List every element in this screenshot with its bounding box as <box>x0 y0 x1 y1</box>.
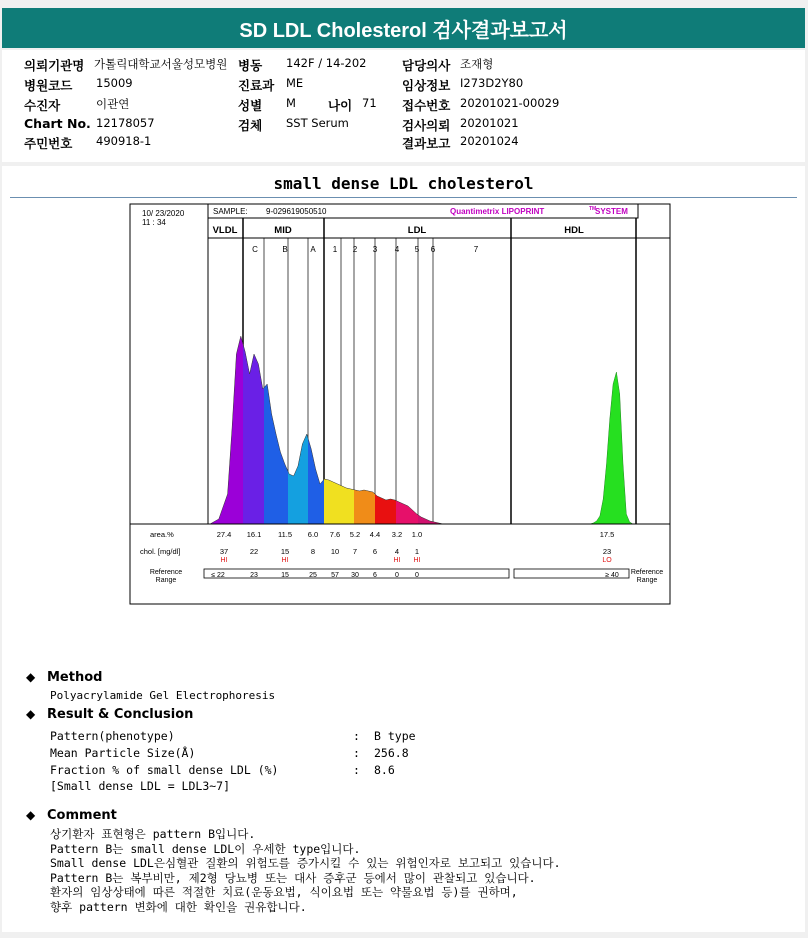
comment-line: Pattern B는 small dense LDL이 우세한 type입니다. <box>50 842 361 856</box>
chart-frame <box>130 204 670 604</box>
band-label: 5 <box>414 245 420 254</box>
method-text: Polyacrylamide Gel Electrophoresis <box>50 689 276 702</box>
chart-date: 10/ 23/2020 <box>142 209 185 218</box>
flag-hi: HI <box>413 557 421 564</box>
result-row-label: Fraction % of small dense LDL (%) <box>50 763 279 777</box>
ref-value: 0 <box>395 572 399 579</box>
result-heading <box>26 707 193 722</box>
doctor-label: 담당의사 <box>402 58 451 73</box>
brand-suffix: SYSTEM <box>595 207 628 216</box>
ref-value: 6 <box>373 572 377 579</box>
band-label: B <box>282 245 288 254</box>
chol-value: 37 <box>219 547 229 556</box>
chart-time: 11 : 34 <box>142 218 166 227</box>
lipoprint-svg <box>128 202 672 606</box>
comment-line: 환자의 임상상태에 따른 적절한 치료(운동요법, 식이요법 또는 약물요법 등)를 권하며, <box>50 885 518 899</box>
request-value: 20201021 <box>460 116 519 130</box>
report-body <box>2 166 805 932</box>
area-label: area.% <box>150 530 174 539</box>
patient-label: 수진자 <box>24 98 61 113</box>
result-row-label: Pattern(phenotype) <box>50 729 175 743</box>
band-label: C <box>252 245 258 254</box>
result-row-colon: : <box>353 729 360 743</box>
band-label: 7 <box>473 245 479 254</box>
group-label-ldl: LDL <box>407 225 427 236</box>
area-value: 7.6 <box>329 530 341 539</box>
chol-value: 4 <box>394 547 400 556</box>
sex-label: 성별 <box>238 98 263 113</box>
chol-value: 22 <box>249 547 259 556</box>
bullet-diamond-icon: ◆ <box>26 707 36 721</box>
comment-line: Pattern B는 복부비만, 제2형 당뇨병 또는 대사 증후군 등에서 많이 관찰되고 있습니다. <box>50 871 536 885</box>
group-label-hdl: HDL <box>564 225 584 236</box>
chol-value: 8 <box>310 547 316 556</box>
result-note: [Small dense LDL = LDL3~7] <box>50 779 231 793</box>
ref-range-label: Reference <box>149 569 183 576</box>
resident-value: 490918-1 <box>96 134 152 148</box>
result-row-value: 256.8 <box>374 746 409 760</box>
dept-value: ME <box>286 76 304 90</box>
comment-line: 향후 pattern 변화에 대한 확인을 권유합니다. <box>50 900 307 914</box>
dept-label: 진료과 <box>238 78 275 93</box>
method-heading <box>26 670 102 685</box>
patient-value: 이관연 <box>96 97 130 111</box>
area-value: 17.5 <box>599 530 615 539</box>
result-heading-text: Result & Conclusion <box>47 707 194 722</box>
ref-range-label: Range <box>155 577 177 584</box>
band-label: 1 <box>332 245 338 254</box>
chol-label: chol. [mg/dl] <box>140 547 181 556</box>
ref-range-label-right: Reference <box>630 569 664 576</box>
comment-line: Small dense LDL은심혈관 질환의 위험도를 증가시킬 수 있는 위험인자로 보고되고 있습니다. <box>50 856 561 870</box>
ref-value: 25 <box>309 572 317 579</box>
report-subtitle: small dense LDL cholesterol <box>273 174 534 193</box>
band-label: 6 <box>430 245 436 254</box>
group-label-vldl: VLDL <box>212 225 238 236</box>
report-title: SD LDL Cholesterol 검사결과보고서 <box>2 8 805 48</box>
report-date-label: 결과보고 <box>402 136 451 151</box>
lipoprint-chart <box>128 202 672 610</box>
brand-name: Quantimetrix LIPOPRINT <box>450 207 545 216</box>
area-value: 1.0 <box>411 530 423 539</box>
chol-value: 1 <box>414 547 420 556</box>
ward-label: 병동 <box>238 58 263 73</box>
area-value: 27.4 <box>216 530 232 539</box>
chol-value: 7 <box>352 547 358 556</box>
age-value: 71 <box>362 96 377 110</box>
resident-label: 주민번호 <box>24 136 73 151</box>
report-date-value: 20201024 <box>460 134 519 148</box>
clinical-label: 임상정보 <box>402 78 451 93</box>
ref-value: ≤ 22 <box>211 572 225 579</box>
chart-no-label: Chart No. <box>24 116 91 131</box>
comment-line: 상기환자 표현형은 pattern B입니다. <box>50 827 256 841</box>
band-label: A <box>310 245 316 254</box>
sex-value: M <box>286 96 296 110</box>
area-value: 5.2 <box>349 530 361 539</box>
area-value: 4.4 <box>369 530 381 539</box>
area-value: 3.2 <box>391 530 403 539</box>
patient-info-panel <box>2 50 805 162</box>
request-label: 검사의뢰 <box>402 118 451 133</box>
specimen-value: SST Serum <box>286 116 349 130</box>
area-value: 6.0 <box>307 530 319 539</box>
ref-value: 57 <box>331 572 339 579</box>
result-row-colon: : <box>353 763 360 777</box>
flag-lo: LO <box>602 557 612 564</box>
hospital-code-label: 병원코드 <box>24 78 73 93</box>
receipt-value: 20201021-00029 <box>460 96 560 110</box>
bullet-diamond-icon: ◆ <box>26 670 36 684</box>
receipt-label: 접수번호 <box>402 98 451 113</box>
doctor-value: 조재형 <box>460 57 494 71</box>
result-row-value: B type <box>374 729 416 743</box>
result-row-colon: : <box>353 746 360 760</box>
ref-value: 0 <box>415 572 419 579</box>
institution-value: 가톨릭대학교서울성모병원 <box>94 57 228 71</box>
clinical-value: I273D2Y80 <box>460 76 524 90</box>
brand-tm: TM <box>589 206 597 212</box>
band-label: 3 <box>372 245 378 254</box>
chol-value: 6 <box>372 547 378 556</box>
age-label: 나이 <box>328 98 353 113</box>
comment-heading <box>26 808 117 823</box>
specimen-label: 검체 <box>238 118 263 133</box>
ref-range-label-right: Range <box>636 577 658 584</box>
ref-value: ≥ 40 <box>605 572 619 579</box>
chol-value: 15 <box>280 547 290 556</box>
chart-no-value: 12178057 <box>96 116 155 130</box>
ref-value: 30 <box>351 572 359 579</box>
flag-hi: HI <box>281 557 289 564</box>
chol-value: 10 <box>330 547 340 556</box>
method-heading-text: Method <box>47 670 103 685</box>
group-label-mid: MID <box>274 225 292 236</box>
band-label: 2 <box>352 245 358 254</box>
band-label: 4 <box>394 245 400 254</box>
ref-value: 15 <box>281 572 289 579</box>
area-value: 16.1 <box>246 530 262 539</box>
ref-value: 23 <box>250 572 258 579</box>
bullet-diamond-icon: ◆ <box>26 808 36 822</box>
flag-hi: HI <box>220 557 228 564</box>
chol-value: 23 <box>602 547 612 556</box>
area-value: 11.5 <box>277 530 293 539</box>
flag-hi: HI <box>393 557 401 564</box>
result-row-label: Mean Particle Size(Å) <box>50 746 196 760</box>
institution-label: 의뢰기관명 <box>24 58 85 73</box>
subtitle-divider <box>10 197 797 198</box>
ward-value: 142F / 14-202 <box>286 56 367 70</box>
hospital-code-value: 15009 <box>96 76 133 90</box>
sample-label: SAMPLE: <box>213 207 248 216</box>
sample-id: 9-029619050510 <box>266 207 327 216</box>
comment-heading-text: Comment <box>47 808 117 823</box>
result-row-value: 8.6 <box>374 763 395 777</box>
